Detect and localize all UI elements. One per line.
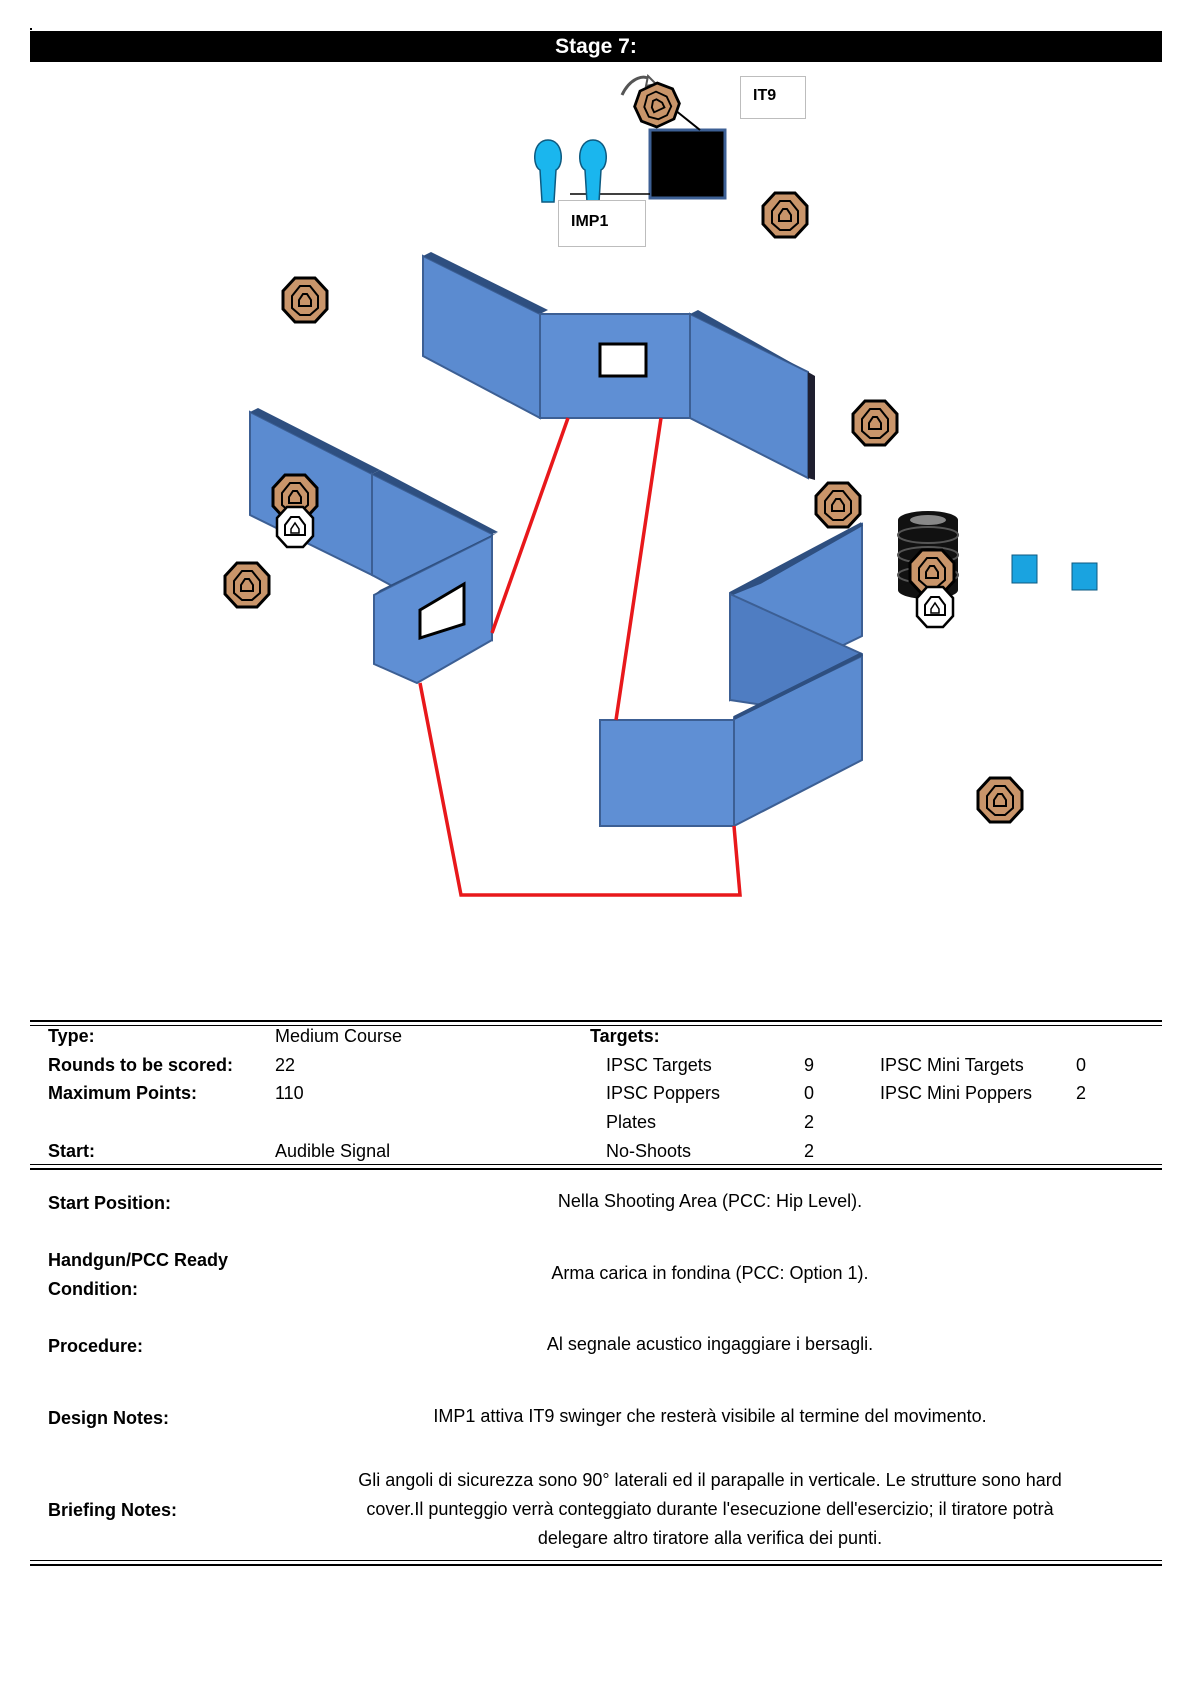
no-shoot-icon [917,587,953,627]
divider [30,1020,1162,1022]
window-port-icon [600,344,646,376]
start-position-value: Nella Shooting Area (PCC: Hip Level). [557,1191,863,1211]
max-points-value: 110 [275,1083,304,1103]
target-count-value: 0 [804,1083,815,1103]
procedure-label: Procedure: [48,1336,144,1356]
briefing-notes-label: Briefing Notes: [48,1500,178,1520]
design-notes-label: Design Notes: [48,1408,170,1428]
corner-mark [30,28,32,30]
target-count-value: 9 [804,1055,815,1075]
mini-target-label: IPSC Mini Poppers [880,1083,1033,1103]
divider [30,1164,1162,1165]
no-shoot-icon [277,507,313,547]
target-count-value: 2 [804,1141,815,1161]
design-notes-value: IMP1 attiva IT9 swinger che resterà visibile al termine del movimento. [433,1406,987,1426]
popper-icon [580,140,607,202]
mini-target-label: IPSC Mini Targets [880,1055,1024,1075]
ipsc-target-icon [978,778,1022,822]
divider [30,1564,1162,1566]
swinger-icon [622,76,684,132]
procedure-value: Al segnale acustico ingaggiare i bersagli. [546,1334,874,1354]
start-label: Start: [48,1141,96,1161]
ready-condition-value: Arma carica in fondina (PCC: Option 1). [551,1263,869,1283]
start-value: Audible Signal [275,1141,391,1161]
mini-target-value: 0 [1076,1055,1087,1075]
plate-icon [1012,555,1037,583]
target-count-value: 2 [804,1112,815,1132]
briefing-notes-value [300,1466,1120,1553]
target-count-label: No-Shoots [606,1141,692,1161]
mini-target-value: 2 [1076,1083,1087,1103]
plate-icon [1072,563,1097,590]
popper-icon [535,140,562,202]
targets-label: Targets: [590,1026,660,1046]
briefing-line: cover.Il punteggio verrà conteggiato durante l'esecuzione dell'esercizio; il tiratore potrà [366,1499,1054,1519]
divider [30,1560,1162,1561]
rounds-label: Rounds to be scored: [48,1055,234,1075]
type-label: Type: [48,1026,95,1046]
target-count-label: IPSC Poppers [606,1083,721,1103]
ipsc-target-icon [853,401,897,445]
ipsc-target-icon [763,193,807,237]
rounds-value: 22 [275,1055,296,1075]
imp1-label: IMP1 [558,200,646,247]
ready-condition-label: Handgun/PCC Ready [48,1250,229,1270]
type-value: Medium Course [275,1026,403,1046]
divider [30,1168,1162,1170]
target-count-label: Plates [606,1112,657,1132]
stage-title: Stage 7: [30,31,1162,62]
briefing-line: Gli angoli di sicurezza sono 90° laterali ed il parapalle in verticale. Le strutture sono hard [358,1470,1062,1490]
ready-condition-label-cont: Condition: [48,1279,138,1299]
max-points-label: Maximum Points: [48,1083,198,1103]
ipsc-target-icon [816,483,860,527]
start-position-label: Start Position: [48,1193,172,1213]
target-count-label: IPSC Targets [606,1055,712,1075]
it9-label: IT9 [740,76,806,119]
ipsc-target-icon [225,563,269,607]
briefing-line: delegare altro tiratore alla verifica dei punti. [537,1528,883,1548]
ipsc-target-icon [283,278,327,322]
